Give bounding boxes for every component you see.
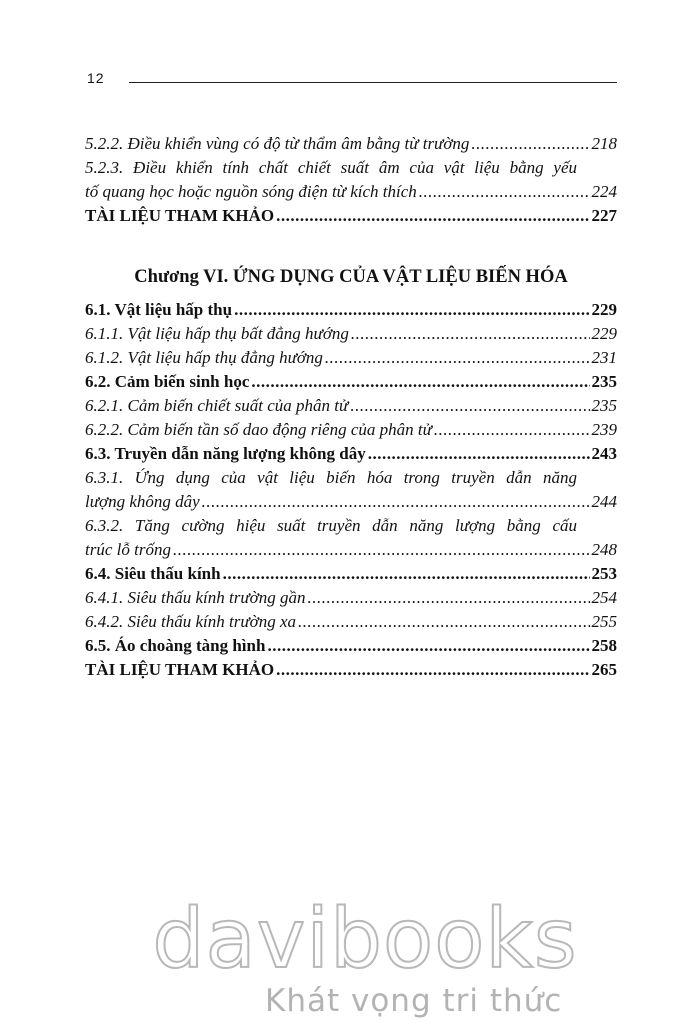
toc-entry-page: 239 <box>591 420 617 439</box>
dot-leader <box>307 586 589 610</box>
toc-entry-page: 229 <box>591 300 617 319</box>
toc-entry-row <box>85 490 617 514</box>
toc-entry-page: 253 <box>591 564 617 583</box>
toc-entry-row <box>85 658 617 682</box>
toc-entry-row <box>85 132 617 156</box>
toc-entry <box>85 466 617 514</box>
toc-entry <box>85 370 617 394</box>
toc-entry-page: 243 <box>591 444 617 463</box>
toc-entry-title: 6.1.2. Vật liệu hấp thụ đẳng hướng <box>85 348 323 367</box>
toc-entry <box>85 634 617 658</box>
dot-leader <box>202 490 590 514</box>
toc-entry-title: 6.2.1. Cảm biến chiết suất của phân tử <box>85 396 349 415</box>
dot-leader <box>234 298 589 322</box>
toc-entry-page: 227 <box>591 206 617 225</box>
toc-entry-page: 255 <box>591 612 617 631</box>
toc-entry-title: TÀI LIỆU THAM KHẢO <box>85 660 275 679</box>
toc-entry-title-line: 5.2.3. Điều khiển tính chất chiết suất âm của vật liệu bằng yếu <box>85 158 577 177</box>
dot-leader <box>434 418 590 442</box>
page-header <box>87 64 617 88</box>
dot-leader <box>351 322 590 346</box>
toc-entry <box>85 298 617 322</box>
toc-entry-page: 265 <box>591 660 617 679</box>
toc-entry-page: 235 <box>591 396 617 415</box>
dot-leader <box>471 132 589 156</box>
toc-entry-row <box>85 322 617 346</box>
dot-leader <box>325 346 590 370</box>
toc-entry-row <box>85 562 617 586</box>
toc-entry <box>85 610 617 634</box>
dot-leader <box>368 442 590 466</box>
dot-leader <box>350 394 589 418</box>
toc-entry-row <box>85 442 617 466</box>
chapter-title: Chương VI. ỨNG DỤNG CỦA VẬT LIỆU BIẾN HÓA <box>134 267 568 287</box>
dot-leader <box>267 634 589 658</box>
toc-entry-page: 254 <box>591 588 617 607</box>
toc-entry-page: 218 <box>591 134 617 153</box>
toc-chapter-section <box>85 298 617 682</box>
toc-entry-row <box>85 180 617 204</box>
toc-entry-title: trúc lỗ trống <box>85 540 171 559</box>
toc-entry <box>85 322 617 346</box>
toc-entry-title: 6.4. Siêu thấu kính <box>85 564 221 583</box>
toc-entry <box>85 132 617 156</box>
toc-entry-page: 235 <box>591 372 617 391</box>
page-number: 12 <box>87 70 105 86</box>
toc-entry-title: 6.5. Áo choàng tàng hình <box>85 636 266 655</box>
toc-top-section <box>85 132 617 228</box>
toc-entry-title: 6.4.1. Siêu thấu kính trường gần <box>85 588 306 607</box>
dot-leader <box>223 562 590 586</box>
dot-leader <box>276 204 589 228</box>
toc-entry-row <box>85 586 617 610</box>
toc-entry <box>85 442 617 466</box>
toc-entry-page: 229 <box>591 324 617 343</box>
watermark-brand: davibooks <box>152 892 578 987</box>
toc-entry-title: tố quang học hoặc nguồn sóng điện từ kích thích <box>85 182 417 201</box>
dot-leader <box>298 610 590 634</box>
toc-entry-row <box>85 610 617 634</box>
toc-entry-row <box>85 346 617 370</box>
watermark-slogan: Khát vọng tri thức <box>265 983 563 1019</box>
toc-entry <box>85 562 617 586</box>
toc-entry <box>85 156 617 204</box>
toc-entry <box>85 418 617 442</box>
toc-entry-page: 224 <box>591 182 617 201</box>
dot-leader <box>251 370 589 394</box>
toc-entry <box>85 346 617 370</box>
toc-entry-page: 248 <box>591 540 617 559</box>
toc-entry <box>85 658 617 682</box>
toc-entry-title-line: 6.3.2. Tăng cường hiệu suất truyền dẫn năng lượng bằng cấu <box>85 516 577 535</box>
toc-entry-title: 6.1.1. Vật liệu hấp thụ bất đẳng hướng <box>85 324 349 343</box>
toc-entry-row <box>85 204 617 228</box>
toc-entry-title: 6.2. Cảm biến sinh học <box>85 372 250 391</box>
toc-entry-title: 6.2.2. Cảm biến tần số dao động riêng của phân tử <box>85 420 432 439</box>
header-rule <box>129 82 617 83</box>
toc-entry-title-line: 6.3.1. Ứng dụng của vật liệu biến hóa trong truyền dẫn năng <box>85 468 577 487</box>
dot-leader <box>173 538 590 562</box>
toc-entry-page: 258 <box>591 636 617 655</box>
toc-entry-row <box>85 298 617 322</box>
toc-entry-row <box>85 634 617 658</box>
toc-entry <box>85 514 617 562</box>
toc-entry-row <box>85 394 617 418</box>
toc-entry-title: TÀI LIỆU THAM KHẢO <box>85 206 275 225</box>
watermark-logo <box>150 892 580 1019</box>
toc-entry-title: 5.2.2. Điều khiển vùng có độ từ thẩm âm bằng từ trường <box>85 134 470 153</box>
toc-entry-title: 6.3. Truyền dẫn năng lượng không dây <box>85 444 366 463</box>
toc-entry-page: 244 <box>591 492 617 511</box>
toc-entry <box>85 586 617 610</box>
toc-entry-title: 6.1. Vật liệu hấp thụ <box>85 300 233 319</box>
toc-entry-title: 6.4.2. Siêu thấu kính trường xa <box>85 612 296 631</box>
toc-entry-page: 231 <box>591 348 617 367</box>
toc-entry-row <box>85 370 617 394</box>
toc-entry-title: lượng không dây <box>85 492 200 511</box>
toc-entry <box>85 394 617 418</box>
toc-entry <box>85 204 617 228</box>
toc-entry-row <box>85 418 617 442</box>
dot-leader <box>276 658 589 682</box>
toc-entry-row <box>85 538 617 562</box>
dot-leader <box>419 180 590 204</box>
